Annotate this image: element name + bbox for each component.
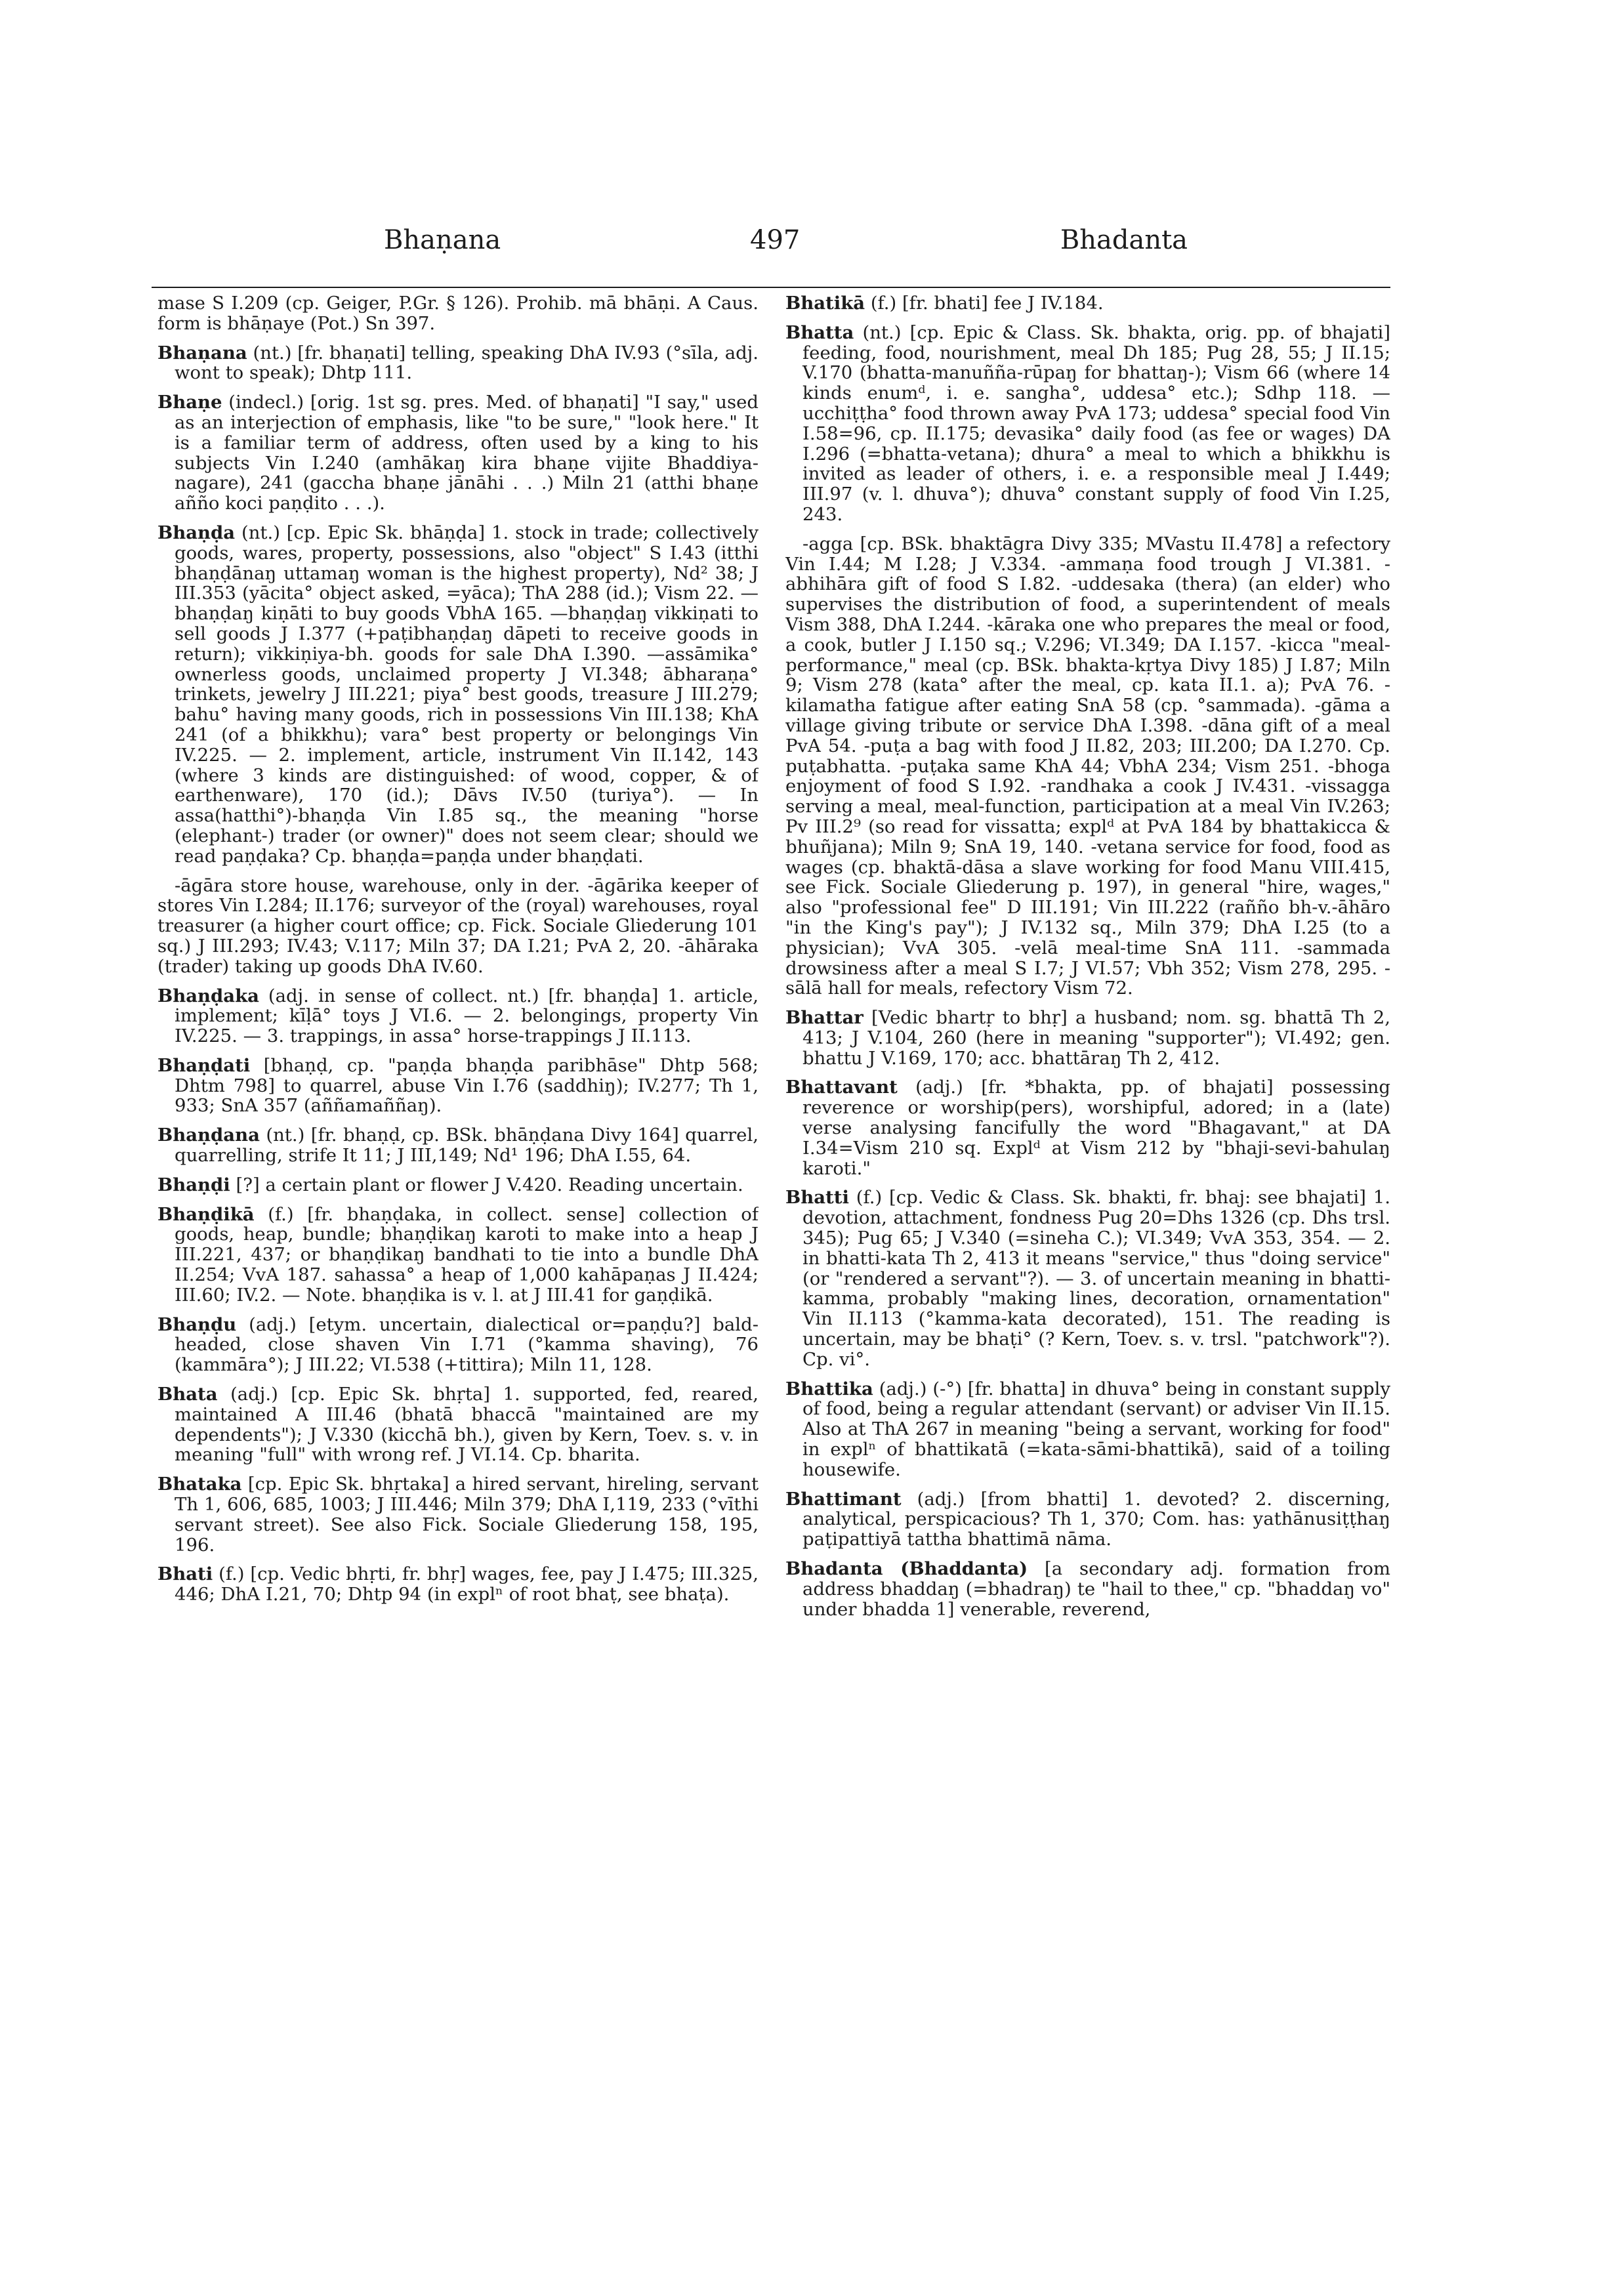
entry-definition: (nt.) [cp. Epic Sk. bhāṇḍa] 1. stock in trade; collectively goods, wares, property, possessions, also "object" S I.43 (itthi bhaṇḍānaŋ uttamaŋ woman is the highest property), Nd² 38; J III.353 (yācita° object asked, =yāca); ThA 288 (id.); Vism 22. —bhaṇḍaŋ kiṇāti to buy goods VbhA 165. —bhaṇḍaŋ vikkiṇati to sell goods J I.377 (+paṭibhaṇḍaŋ dāpeti to receive goods in return); vikkiṇiya-bh. goods for sale DhA I.390. —assāmika° ownerless goods, unclaimed property J VI.348; ābharaṇa° trinkets, jewelry J III.221; piya° best goods, treasure J III.279; bahu° having many goods, rich in possessions Vin III.138; KhA 241 (of a bhikkhu); vara° best property or belongings Vin IV.225. — 2. implement, article, instrument Vin II.142, 143 (where 3 kinds are distinguished: of wood, copper, & of earthenware), 170 (id.); Dāvs IV.50 (turiya°). — In assa(hatthi°)-bhaṇḍa Vin I.85 sq., the meaning "horse (elephant-) trader (or owner)" does not seem clear; should we read paṇḍaka? Cp. bhaṇḍa=paṇḍa under bhaṇḍati. xyxy=(175,522,759,867)
dictionary-entry xyxy=(785,323,1390,525)
entry-headword: Bhatikā xyxy=(785,293,865,314)
entry-headword: Bhaṇḍana xyxy=(157,1125,260,1146)
entry-definition: [Vedic bhartṛ to bhṛ] a husband; nom. sg. bhattā Th 2, 413; J V.104, 260 (here in meaning "supporter"); VI.492; gen. bhattu J V.169, 170; acc. bhattāraŋ Th 2, 412. xyxy=(802,1007,1390,1069)
dictionary-entry xyxy=(157,1474,759,1555)
header-rule xyxy=(152,287,1390,288)
entry-definition: (f.) [fr. bhati] fee J IV.184. xyxy=(865,293,1104,314)
entry-headword: Bhaṇḍaka xyxy=(157,985,259,1006)
dictionary-entry xyxy=(157,986,759,1046)
entry-definition: [a secondary adj. formation from address bhaddaŋ (=bhadraŋ) te "hail to thee," cp. "bhaddaŋ vo" under bhadda 1] venerable, reverend, xyxy=(802,1558,1390,1620)
dictionary-entry xyxy=(157,1564,759,1605)
entry-definition: [bhaṇḍ, cp. "paṇḍa bhaṇḍa paribhāse" Dhtp 568; Dhtm 798] to quarrel, abuse Vin I.76 (saddhiŋ); IV.277; Th 1, 933; SnA 357 (aññamaññaŋ). xyxy=(175,1054,759,1117)
entry-headword: Bhata xyxy=(157,1384,218,1405)
dictionary-subentry xyxy=(785,534,1390,999)
entry-definition: (adj.) [from bhatti] 1. devoted? 2. discerning, analytical, perspicacious? Th 1, 370; Com. has: yathānusiṭṭhaŋ paṭipattiyā tattha bhattimā nāma. xyxy=(802,1488,1390,1550)
dictionary-entry xyxy=(785,293,1390,314)
entry-headword: Bhattimant xyxy=(785,1488,902,1510)
entry-headword: Bhaṇḍikā xyxy=(157,1203,255,1225)
entry-headword: Bhaṇḍi xyxy=(157,1174,230,1195)
entry-definition: (adj.) (-°) [fr. bhatta] in dhuva° being in constant supply of food, being a regular attendant (servant) or adviser Vin II.15. Also at ThA 267 in meaning "being a servant, working for food" in explⁿ of bhattikatā (=kata-sāmi-bhattikā), said of a toiling housewife. xyxy=(802,1378,1390,1480)
dictionary-entry xyxy=(785,1559,1390,1619)
entry-definition: (adj.) [fr. *bhakta, pp. of bhajati] possessing reverence or worship(pers), worshipful, adored; in a (late) verse analysing fancifully the word "Bhagavant," at DA I.34=Vism 210 sq. Explᵈ at Vism 212 by "bhaji-sevi-bahulaŋ karoti." xyxy=(802,1077,1390,1179)
entry-headword: Bhaṇe xyxy=(157,392,222,413)
dictionary-entry xyxy=(157,1384,759,1465)
entry-definition: -agga [cp. BSk. bhaktāgra Divy 335; MVastu II.478] a refectory Vin I.44; M I.28; J V.334. -ammaṇa food trough J VI.381. -abhihāra gift of food S I.82. -uddesaka (thera) (an elder) who supervises the distribution of food, a superintendent of meals Vism 388, DhA I.244. -kāraka one who prepares the meal or food, a cook, butler J I.150 sq.; V.296; VI.349; DA I.157. -kicca "meal-performance," meal (cp. BSk. bhakta-kṛtya Divy 185) J I.87; Miln 9; Vism 278 (kata° after the meal, cp. kata II.1. a); PvA 76. -kilamatha fatigue after eating SnA 58 (cp. °sammada). -gāma a village giving tribute or service DhA I.398. -dāna gift of a meal PvA 54. -puṭa a bag with food J II.82, 203; III.200; DA I.270. Cp. puṭabhatta. -puṭaka same KhA 44; VbhA 234; Vism 251. -bhoga enjoyment of food S I.92. -randhaka a cook J IV.431. -vissagga serving a meal, meal-function, participation at a meal Vin IV.263; Pv III.2⁹ (so read for vissatta; explᵈ at PvA 184 by bhattakicca & bhuñjana); Miln 9; SnA 19, 140. -vetana service for food, food as wages (cp. bhaktā-dāsa a slave working for food Manu VIII.415, see Fick. Sociale Gliederung p. 197), in general "hire, wages," also "professional fee" D III.191; Vin III.222 (rañño bh-v.-āhāro "in the King's pay"); J IV.132 sq., Miln 379; DhA I.25 (to a physician); VvA 305. -velā meal-time SnA 111. -sammada drowsiness after a meal S I.7; J VI.57; Vbh 352; Vism 278, 295. -sālā hall for meals, refectory Vism 72. xyxy=(785,533,1390,999)
dictionary-entry xyxy=(157,1205,759,1306)
entry-headword: Bhadanta (Bhaddanta) xyxy=(785,1558,1028,1580)
entry-definition: (indecl.) [orig. 1st sg. pres. Med. of bhaṇati] "I say," used as an interjection of emphasis, like "to be sure," "look here." It is a familiar term of address, often used by a king to his subjects Vin I.240 (amhākaŋ kira bhaṇe vijite Bhaddiya-nagare), 241 (gaccha bhaṇe jānāhi . . .) Miln 21 (atthi bhaṇe añño koci paṇḍito . . .). xyxy=(175,392,759,514)
entry-definition: (adj.) [etym. uncertain, dialectical or=paṇḍu?] bald-headed, close shaven Vin I.71 (°kamma shaving), 76 (kammāra°); J III.22; VI.538 (+tittira); Miln 11, 128. xyxy=(175,1313,759,1376)
header-first-headword: Bhaṇana xyxy=(384,225,501,255)
entry-headword: Bhatta xyxy=(785,321,854,343)
entry-definition: -āgāra store house, warehouse, only in der. -āgārika keeper of stores Vin I.284; II.176; surveyor of the (royal) warehouses, royal treasurer (a higher court office; cp. Fick. Sociale Gliederung 101 sq.) J III.293; IV.43; V.117; Miln 37; DA I.21; PvA 2, 20. -āhāraka (trader) taking up goods DhA IV.60. xyxy=(157,875,759,977)
dictionary-entry xyxy=(157,1125,759,1166)
header-last-headword: Bhadanta xyxy=(1060,225,1188,255)
entry-headword: Bhattika xyxy=(785,1378,873,1399)
dictionary-entry xyxy=(157,1315,759,1375)
dictionary-entry xyxy=(157,293,759,334)
dictionary-entry xyxy=(785,1188,1390,1369)
dictionary-entry xyxy=(157,1056,759,1116)
entry-definition: [?] a certain plant or flower J V.420. Reading uncertain. xyxy=(230,1174,743,1195)
entry-definition: (adj.) [cp. Epic Sk. bhṛta] 1. supported, fed, reared, maintained A III.46 (bhatā bhaccā "maintained are my dependents"); J V.330 (kicchā bh.), given by Kern, Toev. s. v. in meaning "full" with wrong ref. J VI.14. Cp. bharita. xyxy=(175,1384,759,1466)
dictionary-entry xyxy=(157,1175,759,1195)
entry-definition: (nt.) [cp. Epic & Class. Sk. bhakta, orig. pp. of bhajati] feeding, food, nourishment, meal Dh 185; Pug 28, 55; J II.15; V.170 (bhatta-manuñña-rūpaŋ for bhattaŋ-); Vism 66 (where 14 kinds enumᵈ, i. e. sangha°, uddesa° etc.); Sdhp 118. —ucchiṭṭha° food thrown away PvA 173; uddesa° special food Vin I.58=96, cp. II.175; devasika° daily food (as fee or wages) DA I.296 (=bhatta-vetana); dhura° a meal to which a bhikkhu is invited as leader of others, i. e. a responsible meal J I.449; III.97 (v. l. dhuva°); dhuva° constant supply of food Vin I.25, 243. xyxy=(802,321,1390,525)
dictionary-entry xyxy=(157,523,759,867)
entry-definition: (nt.) [fr. bhaṇḍ, cp. BSk. bhāṇḍana Divy 164] quarrel, quarrelling, strife It 11; J III,149; Nd¹ 196; DhA I.55, 64. xyxy=(175,1125,759,1167)
entry-headword: Bhattavant xyxy=(785,1077,898,1098)
dictionary-entry xyxy=(785,1489,1390,1550)
entry-headword: Bhattar xyxy=(785,1007,864,1029)
dictionary-entry xyxy=(157,343,759,384)
entry-definition: (adj. in sense of collect. nt.) [fr. bhaṇḍa] 1. article, implement; kīḷā° toys J VI.6. — 2. belongings, property Vin IV.225. — 3. trappings, in assa° horse-trappings J II.113. xyxy=(175,985,759,1047)
dictionary-entry xyxy=(785,1008,1390,1068)
right-column xyxy=(785,293,1390,2255)
page-number: 497 xyxy=(750,225,801,255)
entry-definition: [cp. Epic Sk. bhṛtaka] a hired servant, hireling, servant Th 1, 606, 685, 1003; J III.446; Miln 379; DhA I,119, 233 (°vīthi servant street). See also Fick. Sociale Gliederung 158, 195, 196. xyxy=(175,1474,759,1556)
entry-headword: Bhatti xyxy=(785,1187,849,1209)
entry-headword: Bhaṇḍati xyxy=(157,1054,251,1076)
entry-definition: mase S I.209 (cp. Geiger, P.Gr. § 126). Prohib. mā bhāṇi. A Caus. form is bhāṇaye (Pot.) Sn 397. xyxy=(157,293,759,334)
dictionary-entry xyxy=(157,392,759,514)
left-column xyxy=(157,293,759,2255)
entry-headword: Bhaṇḍu xyxy=(157,1313,237,1335)
entry-headword: Bhaṇana xyxy=(157,342,247,363)
entry-definition: (f.) [cp. Vedic & Class. Sk. bhakti, fr. bhaj: see bhajati] 1. devotion, attachment, fondness Pug 20=Dhs 1326 (cp. Dhs trsl. 345); Pug 65; J V.340 (=sineha C.); VI.349; VvA 353, 354. — 2. in bhatti-kata Th 2, 413 it means "service," thus "doing service" (or "rendered a servant"?). — 3. of uncertain meaning in bhatti-kamma, probably "making lines, decoration, ornamentation" Vin II.113 (°kamma-kata decorated), 151. The reading is uncertain, may be bhaṭi° (? Kern, Toev. s. v. trsl. "patchwork"?). Cp. vi°. xyxy=(802,1187,1390,1370)
entry-definition: (nt.) [fr. bhaṇati] telling, speaking DhA IV.93 (°sīla, adj. wont to speak); Dhtp 111. xyxy=(175,342,759,384)
dictionary-entry xyxy=(785,1379,1390,1480)
entry-headword: Bhaṇḍa xyxy=(157,522,236,543)
entry-definition: (f.) [cp. Vedic bhṛti, fr. bhṛ] wages, fee, pay J I.475; III.325, 446; DhA I.21, 70; Dhtp 94 (in explⁿ of root bhaṭ, see bhaṭa). xyxy=(175,1563,759,1605)
dictionary-entry xyxy=(785,1077,1390,1178)
running-header xyxy=(384,220,1188,268)
entry-headword: Bhataka xyxy=(157,1474,242,1495)
entry-headword: Bhati xyxy=(157,1563,213,1585)
dictionary-subentry xyxy=(157,876,759,977)
entry-definition: (f.) [fr. bhaṇḍaka, in collect. sense] collection of goods, heap, bundle; bhaṇḍikaŋ karoti to make into a heap J III.221, 437; or bhaṇḍikaŋ bandhati to tie into a bundle DhA II.254; VvA 187. sahassa° a heap of 1,000 kahāpaṇas J II.424; III.60; IV.2. — Note. bhaṇḍika is v. l. at J III.41 for gaṇḍikā. xyxy=(175,1203,759,1306)
